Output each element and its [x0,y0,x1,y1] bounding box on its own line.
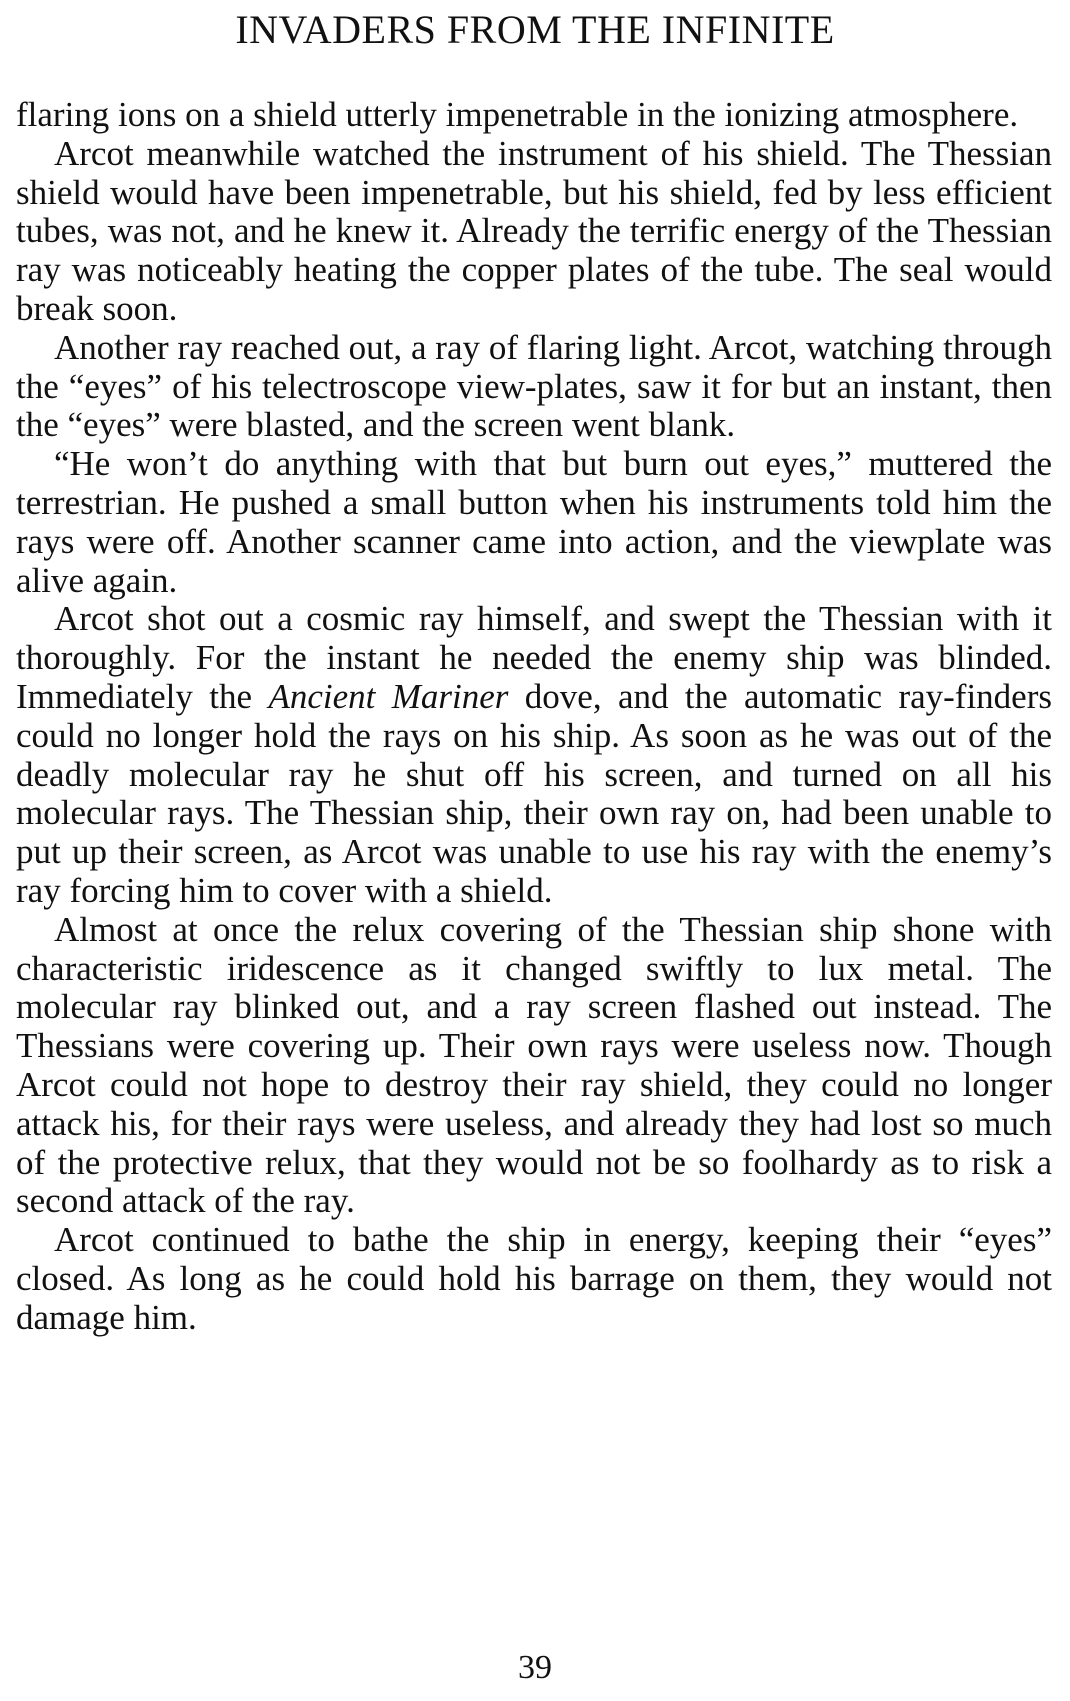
paragraph: “He won’t do anything with that but burn out eyes,” muttered the terrestrian. He pushed a small button when his instruments told him the rays were off. Another scanner came into action, and the viewplate was alive again. [16,444,1052,600]
paragraph: Arcot continued to bathe the ship in energy, keeping their “eyes” closed. As long as he could hold his barrage on them, they would not damage him. [16,1220,1052,1337]
paragraph: Another ray reached out, a ray of flaring light. Arcot, watching through the “eyes” of his telectroscope view-plates, saw it for but an instant, then the “eyes” were blasted, and the screen went blank. [16,327,1052,445]
paragraph: Almost at once the relux covering of the Thessian ship shone with characteristic iridescence as it changed swiftly to lux metal. The molecular ray blinked out, and a ray screen flashed out instead. The Thessians were covering up. Their own rays were useless now. Though Arcot could not hope to destroy their ray shield, they could no longer attack his, for their rays were useless, and already they had lost so much of the protective relux, that they would not be so foolhardy as to risk a second attack of the ray. [16,909,1052,1221]
paragraph-text: dove, and the automatic ray-finders could no longer hold the rays on his ship. As soon as he was out of the deadly molecular ray he shut off his screen, and turned on all his molecular rays. The Thessian ship, their own ray on, had been unable to put up their screen, as Arcot was unable to use his ray with the enemy’s ray forcing him to cover with a shield. [16,676,1052,910]
paragraph [16,600,1052,910]
ship-name: Ancient Mariner [268,676,509,716]
paragraph-text: Arcot shot out a cosmic ray himself, and swept the Thessian with it thoroughly. For the instant he needed the enemy ship was blinded. Immediately the [16,599,1052,716]
paragraph: Arcot meanwhile watched the instrument of his shield. The Thessian shield would have been impenetrable, but his shield, fed by less efficient tubes, was not, and he knew it. Already the terrific energy of the Thessian ray was noticeably heating the copper plates of the tube. The seal would break soon. [16,133,1052,328]
paragraph: flaring ions on a shield utterly impenetrable in the ionizing atmosphere. [16,95,1019,134]
body-text [16,96,1052,1338]
page-number: 39 [518,1649,552,1686]
running-head: INVADERS FROM THE INFINITE [235,7,835,52]
